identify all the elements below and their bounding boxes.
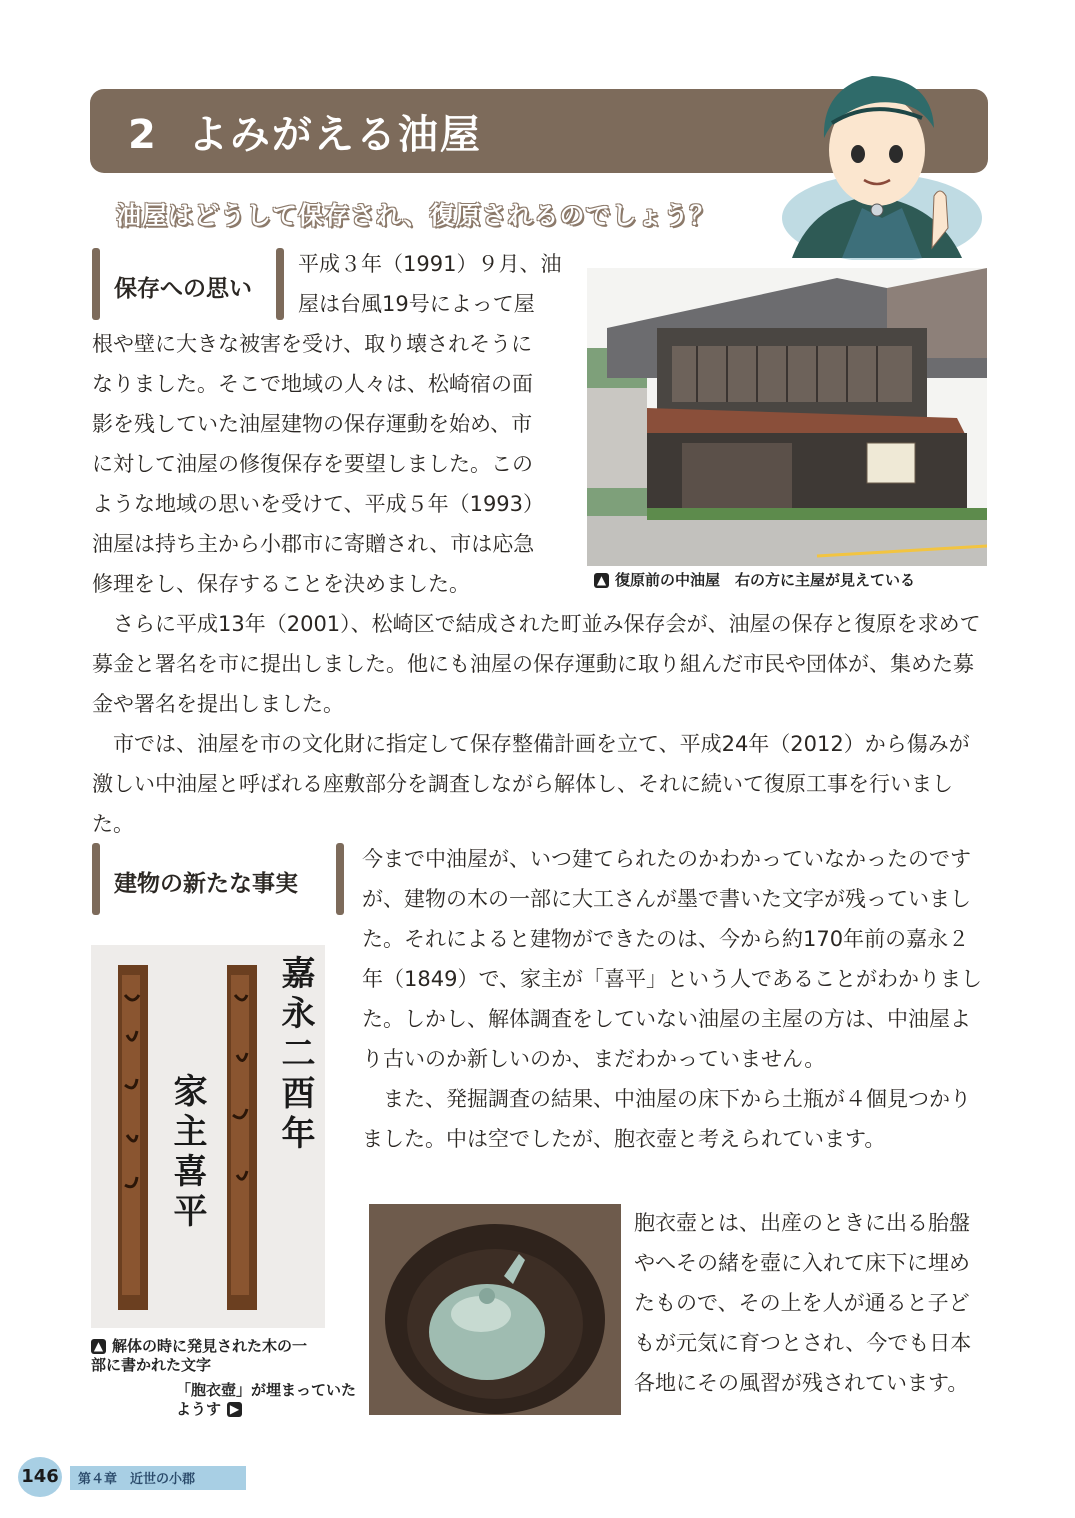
inscription-left-label: 家主喜平 [167,1073,207,1233]
page-title [128,103,482,160]
paragraph: 胞衣壺とは、出産のときに出る胎盤やへその緒を壺に入れて床下に埋めたもので、その上を人が通ると子どもが元気に育つとされ、今でも日本各地にその風習が残されています。 [634,1211,972,1395]
paragraph: また、発掘調査の結果、中油屋の床下から土瓶が４個見つかりました。中は空でしたが、胞衣壺と考えられています。 [362,1087,971,1151]
text-line: 屋は台風19号によって屋 [298,292,535,316]
chapter-label: 第４章 近世の小郡 [78,1472,196,1487]
section1-side-text [298,244,578,324]
text-line: ような地域の思いを受けて、平成５年（1993） [92,492,545,516]
text-line: 根や壁に大きな被害を受け、取り壊されそうに [92,332,533,356]
text-line: 平成３年（1991）９月、油 [298,252,562,276]
text-line: に対して油屋の修復保存を要望しました。この [92,452,533,476]
heading-bar-left [92,843,100,915]
mascot-character-illustration [772,68,982,260]
section-number: 2 [128,112,158,158]
pot-photo-caption [176,1381,364,1419]
section-heading-preservation [92,248,284,320]
paragraph: さらに平成13年（2001）、松崎区で結成された町並み保存会が、油屋の保存と復原を求めて募金と署名を市に提出しました。他にも油屋の保存運動に取り組んだ市民や団体が、集めた募金や署名を提出しました。 [92,612,981,716]
up-arrow-icon: ▲ [594,573,609,588]
heading-bar-right [276,248,284,320]
section-subtitle: 油屋はどうして保存され、復原されるのでしょう？ [116,201,716,230]
title-label: よみがえる油屋 [187,112,482,158]
placenta-pot-photo [369,1204,621,1415]
section2-text [362,839,990,1159]
text-line: 油屋は持ち主から小郡市に寄贈され、市は応急 [92,532,535,556]
section1-paragraphs [92,604,988,844]
paragraph: 今まで中油屋が、いつ建てられたのかわかっていなかったのですが、建物の木の一部に大工さんが墨で書いた文字が残っていました。それによると建物ができたのは、今から約170年前の嘉永２年（1849）で、家主が「喜平」という人であることがわかりました。しかし、解体調査をしていない油屋の主屋の方は、中油屋より古いのか新しいのか、まだわかっていません。 [362,847,983,1071]
wood-photo-caption [91,1337,321,1375]
building-photo [587,268,987,566]
section-heading-new-facts [92,843,344,915]
text-line: 修理をし、保存することを決めました。 [92,572,470,596]
caption-text: 解体の時に発見された木の一部に書かれた文字 [91,1337,308,1374]
paragraph: 市では、油屋を市の文化財に指定して保存整備計画を立て、平成24年（2012）から傷みが激しい中油屋と呼ばれる座敷部分を調査しながら解体し、それに続いて復原工事を行いました。 [92,732,970,836]
page-number: 146 [18,1457,62,1497]
inscription-right-label: 嘉永二酉年 [275,955,315,1155]
wood-inscription-photo [91,945,325,1328]
heading-label: 保存への思い [114,276,252,302]
right-arrow-icon: ▶ [227,1402,242,1417]
caption-text: 復原前の中油屋 右の方に主屋が見えている [615,571,916,589]
caption-text: 「胞衣壺」が埋まっていたようす [176,1381,357,1418]
building-photo-image [587,268,987,566]
section1-column-text [92,324,582,604]
text-line: なりました。そこで地域の人々は、松崎宿の面 [92,372,533,396]
heading-bar-left [92,248,100,320]
heading-label: 建物の新たな事実 [114,871,298,897]
placenta-pot-image [369,1204,621,1415]
heading-bar-right [336,843,344,915]
building-photo-caption [594,571,984,590]
text-line: 影を残していた油屋建物の保存運動を始め、市 [92,412,533,436]
section2-side-text [634,1203,990,1403]
up-arrow-icon: ▲ [91,1339,106,1354]
